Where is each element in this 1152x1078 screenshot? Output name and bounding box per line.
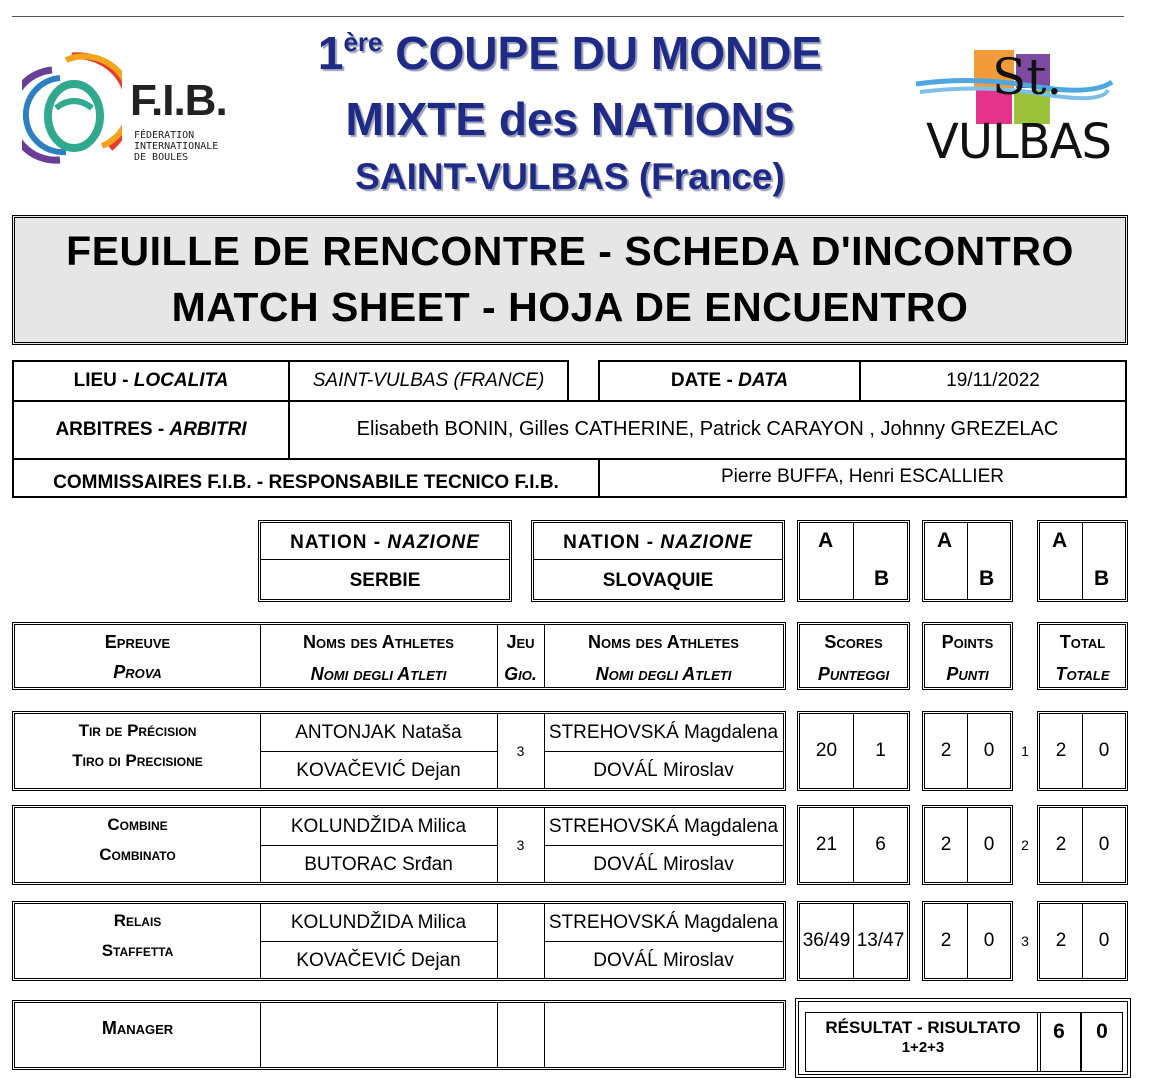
- saint-vulbas-logo: [912, 46, 1117, 178]
- title-ordinal: 1: [317, 27, 344, 79]
- event-points: [922, 901, 1013, 981]
- team-b-athlete-1: STREHOVSKÁ Magdalena: [548, 722, 779, 743]
- team-b-athlete-2: DOVÁĹ Miroslav: [593, 950, 734, 971]
- points-b: 0: [983, 834, 995, 855]
- score-b: 6: [875, 834, 886, 855]
- col-b-total: B: [1094, 567, 1110, 590]
- points-b: 0: [983, 930, 995, 951]
- fib-line3: DE BOULES: [134, 152, 189, 163]
- header-title-line3: SAINT-VULBAS (France): [355, 156, 785, 197]
- col-points-it: Punti: [946, 663, 989, 684]
- score-a: 36/49: [802, 930, 851, 951]
- ab-header-total: [1037, 520, 1128, 602]
- sheet-title-box: [12, 215, 1128, 345]
- lieu-label: LIEU - LOCALITA: [12, 360, 290, 402]
- points-a: 2: [940, 834, 952, 855]
- event-index: 3: [1021, 933, 1029, 949]
- points-a: 2: [940, 740, 952, 761]
- nation-a-box: [258, 520, 512, 602]
- event-points: [922, 805, 1013, 885]
- score-a: 20: [815, 740, 838, 761]
- event-row: [12, 901, 786, 981]
- lieu-value: SAINT-VULBAS (FRANCE): [288, 360, 569, 402]
- commissaires-label: COMMISSAIRES F.I.B. - RESPONSABILE TECNICO F.I.B.: [12, 458, 600, 498]
- result-b-box: [1081, 1012, 1123, 1072]
- col-noms-b: Noms des Athletes: [588, 631, 739, 652]
- nation-a-label: NATION - NAZIONE: [290, 532, 480, 553]
- event-total: [1037, 901, 1128, 981]
- nation-a-name: SERBIE: [349, 570, 421, 591]
- event-name-it: Combinato: [99, 845, 176, 864]
- header-title-line1: [250, 26, 890, 80]
- total-b: 0: [1098, 740, 1110, 761]
- team-b-athlete-1: STREHOVSKÁ Magdalena: [548, 912, 779, 933]
- jeu-value: [497, 904, 544, 978]
- result-label-box: [805, 1012, 1041, 1072]
- sheet-title-line2: MATCH SHEET - HOJA DE ENCUENTRO: [171, 284, 969, 330]
- total-a: 2: [1055, 930, 1067, 951]
- event-scores: [797, 805, 910, 885]
- event-scores: [797, 711, 910, 791]
- fib-line2: INTERNATIONALE: [134, 141, 219, 152]
- event-name: Tir de Précision: [78, 721, 197, 740]
- result-sub: 1+2+3: [901, 1038, 945, 1056]
- event-total: [1037, 805, 1128, 885]
- score-a: 21: [815, 834, 838, 855]
- title-line1-rest: COUPE DU MONDE: [395, 27, 823, 79]
- manager-row: [12, 1000, 786, 1070]
- event-row: [12, 711, 786, 791]
- col-points: Points: [941, 631, 994, 652]
- date-value: 19/11/2022: [859, 360, 1127, 402]
- vulbas-st: St.: [992, 48, 1063, 106]
- team-a-athlete-1: KOLUNDŽIDA Milica: [290, 912, 467, 933]
- col-scores-it: Punteggi: [817, 663, 890, 684]
- col-jeu: Jeu: [506, 631, 535, 652]
- commissaires-value: Pierre BUFFA, Henri ESCALLIER: [598, 458, 1127, 498]
- fib-fullname: [134, 130, 218, 163]
- result-a-box: [1037, 1012, 1081, 1072]
- col-a-scores: A: [818, 529, 834, 552]
- arbitres-label: ARBITRES - ARBITRI: [12, 400, 290, 460]
- event-name-it: Tiro di Precisione: [72, 751, 203, 770]
- event-index: 1: [1021, 743, 1029, 759]
- jeu-value: 3: [516, 837, 525, 853]
- nation-b-box: [531, 520, 785, 602]
- jeu-value: 3: [516, 743, 525, 759]
- event-row: [12, 805, 786, 885]
- total-a: 2: [1055, 740, 1067, 761]
- col-points-box: [922, 622, 1013, 690]
- col-scores: Scores: [824, 631, 883, 652]
- column-header-row: [12, 622, 786, 690]
- title-ordinal-sup: ère: [343, 27, 383, 57]
- score-b: 13/47: [856, 930, 905, 951]
- col-noms-a: Noms des Athletes: [303, 631, 454, 652]
- event-name: Combine: [107, 815, 168, 834]
- col-epreuve: Epreuve: [104, 631, 171, 652]
- score-b: 1: [875, 740, 886, 761]
- top-rule: [12, 16, 1124, 17]
- total-b: 0: [1098, 834, 1110, 855]
- col-noms-a-it: Nomi degli Atleti: [310, 663, 447, 684]
- col-a-total: A: [1052, 529, 1068, 552]
- points-a: 2: [940, 930, 952, 951]
- result-total-b: 0: [1096, 1020, 1108, 1043]
- result-label: RÉSULTAT - RISULTATO: [825, 1018, 1021, 1037]
- vulbas-name: VULBAS: [926, 114, 1111, 170]
- ab-header-points: [922, 520, 1013, 602]
- team-b-athlete-2: DOVÁĹ Miroslav: [593, 760, 734, 781]
- col-a-points: A: [937, 529, 953, 552]
- team-a-athlete-1: ANTONJAK Nataša: [295, 722, 462, 743]
- event-name-it: Staffetta: [101, 941, 174, 960]
- fib-line1: FÉDERATION: [134, 130, 195, 141]
- team-a-athlete-2: KOVAČEVIĆ Dejan: [296, 950, 461, 971]
- points-b: 0: [983, 740, 995, 761]
- col-total-it: Totale: [1055, 663, 1110, 684]
- col-epreuve-it: Prova: [113, 661, 162, 682]
- col-total-box: [1037, 622, 1128, 690]
- total-b: 0: [1098, 930, 1110, 951]
- col-jeu-it: Gio.: [504, 663, 537, 684]
- col-b-points: B: [979, 567, 995, 590]
- event-points: [922, 711, 1013, 791]
- fib-acronym: F.I.B.: [130, 76, 227, 125]
- nation-b-label: NATION - NAZIONE: [563, 532, 753, 553]
- arbitres-value: Elisabeth BONIN, Gilles CATHERINE, Patrick CARAYON , Johnny GREZELAC: [288, 400, 1127, 460]
- total-a: 2: [1055, 834, 1067, 855]
- col-scores-box: [797, 622, 910, 690]
- event-index: 2: [1021, 837, 1029, 853]
- col-b-scores: B: [874, 567, 890, 590]
- sheet-title-line1: FEUILLE DE RENCONTRE - SCHEDA D'INCONTRO: [66, 228, 1074, 274]
- event-name: Relais: [113, 911, 162, 930]
- team-b-athlete-2: DOVÁĹ Miroslav: [593, 854, 734, 875]
- fib-emblem-icon: [22, 48, 122, 170]
- date-label: DATE - DATA: [598, 360, 861, 402]
- team-a-athlete-2: BUTORAC Srđan: [304, 854, 453, 875]
- col-total: Total: [1059, 631, 1106, 652]
- team-b-athlete-1: STREHOVSKÁ Magdalena: [548, 816, 779, 837]
- nation-b-name: SLOVAQUIE: [602, 570, 714, 591]
- event-scores: [797, 901, 910, 981]
- result-box: [795, 998, 1131, 1078]
- manager-label: Manager: [101, 1017, 174, 1038]
- event-total: [1037, 711, 1128, 791]
- fib-logo: [22, 48, 232, 173]
- col-noms-b-it: Nomi degli Atleti: [595, 663, 732, 684]
- team-a-athlete-2: KOVAČEVIĆ Dejan: [296, 760, 461, 781]
- header-title-line2: MIXTE des NATIONS: [345, 93, 795, 145]
- result-total-a: 6: [1053, 1020, 1065, 1043]
- ab-header-scores: [797, 520, 910, 602]
- team-a-athlete-1: KOLUNDŽIDA Milica: [290, 816, 467, 837]
